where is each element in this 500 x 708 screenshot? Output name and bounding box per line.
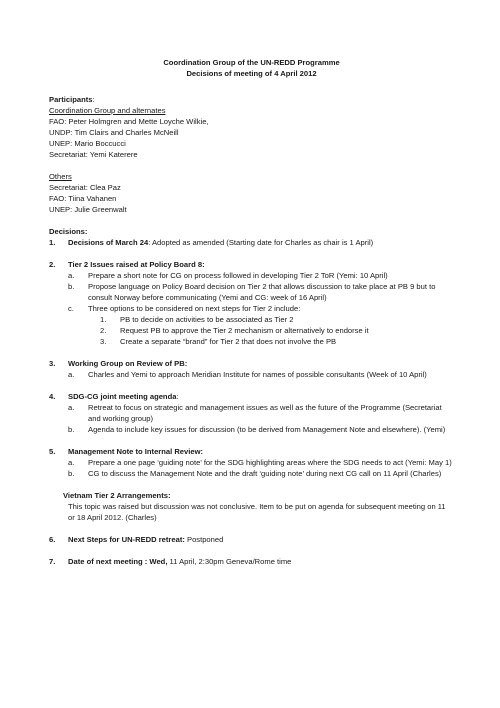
sub-item: a. Charles and Yemi to approach Meridian Institute for names of possible consultants (Week of 10 April) (68, 369, 454, 380)
decision-item-5 (49, 446, 454, 457)
item-text: : Adopted as amended (Starting date for Charles as chair is 1 April) (148, 238, 374, 247)
option-text: PB to decide on activities to be associated as Tier 2 (120, 315, 294, 324)
document-content (49, 57, 454, 567)
sub-item: a. Prepare a one page ‘guiding note’ for the SDG highlighting areas where the SDG needs to act (Yemi: May 1) (68, 457, 454, 468)
title-line-2: Decisions of meeting of 4 April 2012 (186, 69, 317, 78)
sub-item-text: Prepare a short note for CG on process followed in developing Tier 2 ToR (Yemi: 10 April) (88, 271, 388, 280)
participant-line: Secretariat: Yemi Katerere (49, 150, 138, 159)
item-number: 5. (49, 447, 56, 456)
participant-line: UNEP: Julie Greenwalt (49, 205, 127, 214)
decision-item-2 (49, 259, 454, 270)
decisions-heading: Decisions: (49, 227, 88, 236)
item-heading: Date of next meeting : Wed, (68, 557, 168, 566)
document-title (49, 57, 454, 79)
item-heading: Next Steps for UN-REDD retreat: (68, 535, 185, 544)
option-text: Request PB to approve the Tier 2 mechanism or alternatively to endorse it (120, 326, 369, 335)
option-text: Create a separate “brand” for Tier 2 that does not involve the PB (120, 337, 337, 346)
sub-item-text: Prepare a one page ‘guiding note’ for the SDG highlighting areas where the SDG needs to act (Yemi: May 1) (88, 458, 452, 467)
decision-item-4: 4. SDG-CG joint meeting agenda: (49, 392, 179, 401)
decision-item-7 (49, 556, 454, 567)
item-heading: Decisions of March 24 (68, 238, 149, 247)
item-number: 1. (49, 238, 56, 247)
participant-line: FAO: Tiina Vahanen (49, 194, 117, 203)
decision-item-6 (49, 534, 454, 545)
item-number: 3. (49, 359, 56, 368)
option-item: 1. PB to decide on activities to be associated as Tier 2 (100, 314, 454, 325)
participant-line: Secretariat: Clea Paz (49, 183, 121, 192)
participants-heading-colon: : (92, 95, 95, 104)
option-item: 2. Request PB to approve the Tier 2 mechanism or alternatively to endorse it (100, 325, 454, 336)
sub-item: a. Retreat to focus on strategic and management issues as well as the future of the Programme (Secretariat and working group) (68, 402, 454, 424)
sub-item-text: Retreat to focus on strategic and management issues as well as the future of the Programme (Secretariat and working group) (88, 403, 442, 423)
item-text: Postponed (184, 535, 224, 544)
vietnam-text: This topic was raised but discussion was not conclusive. Item to be put on agenda for subsequent meeting on 11 or 18 April 2012. (Charles) (68, 502, 446, 522)
item-heading: Working Group on Review of PB: (68, 359, 188, 368)
participants-heading-text: Participants (49, 95, 93, 104)
item-number: 4. (49, 392, 56, 401)
participant-line: UNDP: Tim Clairs and Charles McNeill (49, 128, 179, 137)
participants-section (49, 94, 454, 215)
sub-item-text: Three options to be considered on next steps for Tier 2 include: (88, 304, 301, 313)
sub-item-text: Propose language on Policy Board decision on Tier 2 that allows discussion to take place at PB 9 but to consult Norway before communicating (Yemi and CG: week of 16 April) (88, 282, 436, 302)
sub-item: c. Three options to be considered on next steps for Tier 2 include: (68, 303, 454, 314)
item-heading: Tier 2 Issues raised at Policy Board 8: (68, 260, 205, 269)
sub-item: b. Propose language on Policy Board decision on Tier 2 that allows discussion to take place at PB 9 but to consult Norway before communicating (Yemi and CG: week of 16 April) (68, 281, 454, 303)
title-line-1: Coordination Group of the UN-REDD Programme (163, 58, 340, 67)
item-heading: SDG-CG joint meeting agenda (68, 392, 177, 401)
item-text: 11 April, 2:30pm Geneva/Rome time (167, 557, 292, 566)
decision-item-3 (49, 358, 454, 369)
sub-item-text: Agenda to include key issues for discussion (to be derived from Management Note and elsewhere). (Yemi) (88, 425, 446, 434)
participants-heading (49, 94, 454, 105)
coordination-group-heading: Coordination Group and alternates (49, 106, 166, 115)
sub-item-text: CG to discuss the Management Note and the draft ‘guiding note’ during next CG call on 11 April (Charles) (88, 469, 442, 478)
participant-line: UNEP: Mario Boccucci (49, 139, 126, 148)
participant-line: FAO: Peter Holmgren and Mette Loyche Wilkie, (49, 117, 209, 126)
item-number: 6. (49, 535, 56, 544)
vietnam-heading: Vietnam Tier 2 Arrangements: (63, 491, 171, 500)
option-item: 3. Create a separate “brand” for Tier 2 that does not involve the PB (100, 336, 454, 347)
others-heading: Others (49, 172, 72, 181)
item-heading: Management Note to Internal Review: (68, 447, 204, 456)
sub-item: a. Prepare a short note for CG on process followed in developing Tier 2 ToR (Yemi: 10 April) (68, 270, 454, 281)
item-number: 7. (49, 557, 56, 566)
sub-item-text: Charles and Yemi to approach Meridian Institute for names of possible consultants (Week of 10 April) (88, 370, 427, 379)
sub-item: b. CG to discuss the Management Note and the draft ‘guiding note’ during next CG call on 11 April (Charles) (68, 468, 454, 479)
item-number: 2. (49, 260, 56, 269)
decision-item-1 (49, 237, 454, 248)
sub-item: b. Agenda to include key issues for discussion (to be derived from Management Note and elsewhere). (Yemi) (68, 424, 454, 435)
